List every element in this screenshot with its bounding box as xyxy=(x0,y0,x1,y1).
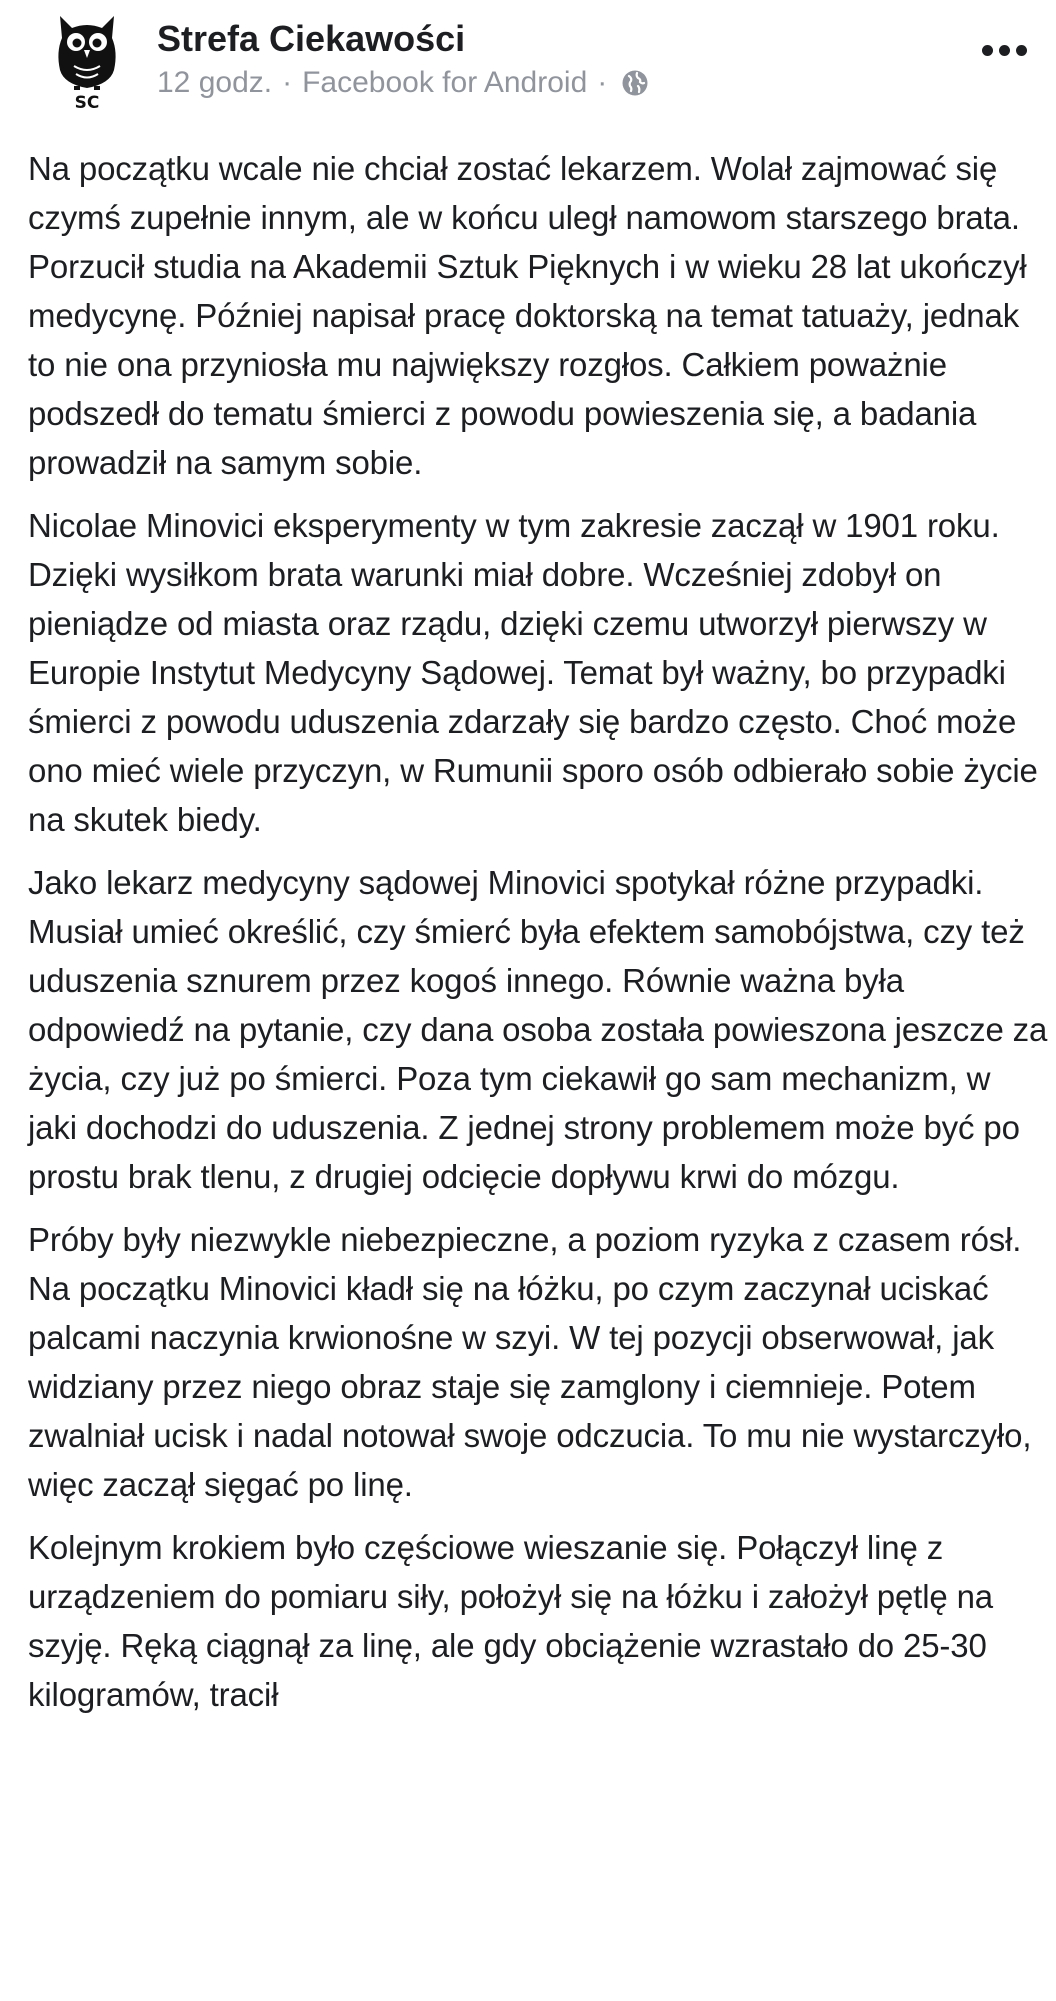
post-body xyxy=(28,144,1048,1733)
meta-separator: · xyxy=(282,66,293,99)
avatar-text: SC xyxy=(74,93,100,112)
more-options-icon xyxy=(982,45,993,56)
owl-logo-icon xyxy=(54,8,120,112)
post-paragraph-3: Jako lekarz medycyny sądowej Minovici spotykał różne przypadki. Musiał umieć określić, czy śmierć była efektem samobójstwa, czy też uduszenia sznurem przez kogoś innego. Równie ważna była odpowiedź na pytanie, czy dana osoba została powieszona jeszcze za życia, czy już po śmierci. Poza tym ciekawił go sam mechanizm, w jaki dochodzi do uduszenia. Z jednej strony problemem może być po prostu brak tlenu, z drugiej odcięcie dopływu krwi do mózgu. xyxy=(28,864,1048,1195)
more-options-button[interactable] xyxy=(968,30,1040,70)
post-paragraph-4: Próby były niezwykle niebezpieczne, a poziom ryzyka z czasem rósł. Na początku Minovici kładł się na łóżku, po czym zaczynał uciskać palcami naczynia krwionośne w szyi. W tej pozycji obserwował, jak widziany przez niego obraz staje się zamglony i ciemnieje. Potem zwalniał ucisk i nadal notował swoje odczucia. To mu nie wystarczyło, więc zaczął sięgać po linę. xyxy=(28,1221,1032,1503)
post-time[interactable]: 12 godz. xyxy=(157,66,273,99)
meta-separator-2: · xyxy=(597,66,608,99)
post-paragraph-2: Nicolae Minovici eksperymenty w tym zakresie zaczął w 1901 roku. Dzięki wysiłkom brata warunki miał dobre. Wcześniej zdobył on pieniądze od miasta oraz rządu, dzięki czemu utworzył pierwszy w Europie Instytut Medycyny Sądowej. Temat był ważny, bo przypadki śmierci z powodu uduszenia zdarzały się bardzo często. Choć może ono mieć wiele przyczyn, w Rumunii sporo osób odbierało sobie życie na skutek biedy. xyxy=(28,507,1038,838)
post-source: Facebook for Android xyxy=(302,66,588,99)
globe-icon[interactable] xyxy=(621,69,649,97)
page-name[interactable]: Strefa Ciekawości xyxy=(157,18,466,59)
post-header xyxy=(0,0,1056,130)
more-options-dot xyxy=(1016,45,1027,56)
post-paragraph-5: Kolejnym krokiem było częściowe wieszanie się. Połączył linę z urządzeniem do pomiaru siły, położył się na łóżku i założył pętlę na szyję. Ręką ciągnął za linę, ale gdy obciążenie wzrastało do 25-30 kilogramów, tracił xyxy=(28,1529,994,1713)
post-paragraph-1: Na początku wcale nie chciał zostać lekarzem. Wolał zajmować się czymś zupełnie innym, ale w końcu uległ namowom starszego brata. Porzucił studia na Akademii Sztuk Pięknych i w wieku 28 lat ukończył medycynę. Później napisał pracę doktorską na temat tatuaży, jednak to nie ona przyniosła mu największy rozgłos. Całkiem poważnie podszedł do tematu śmierci z powodu powieszenia się, a badania prowadził na samym sobie. xyxy=(28,150,1027,481)
more-options-dot xyxy=(999,45,1010,56)
avatar[interactable] xyxy=(54,8,120,112)
post-meta xyxy=(157,66,649,100)
